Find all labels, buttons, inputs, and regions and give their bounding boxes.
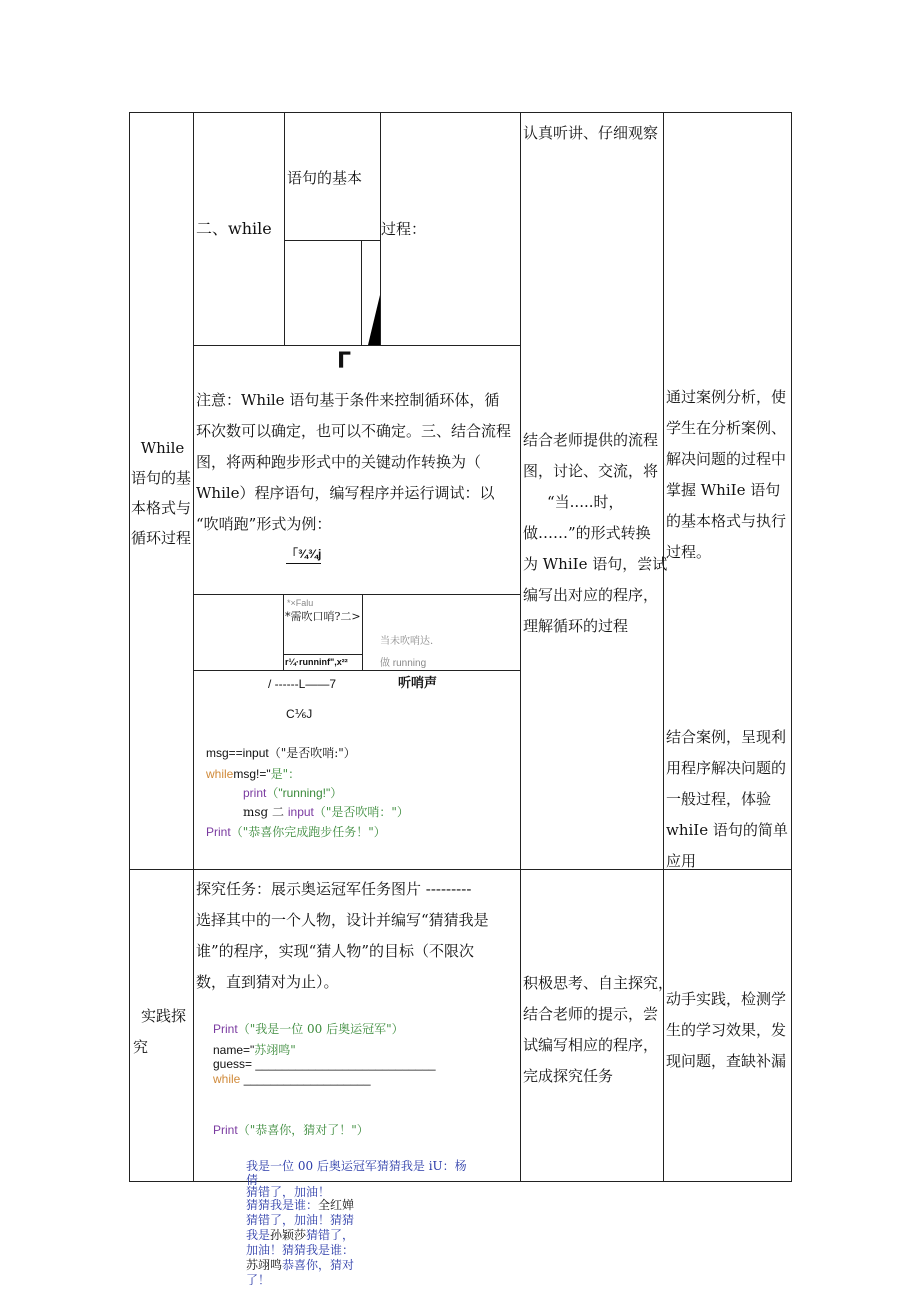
intent-line: 解决问题的过程中: [666, 450, 787, 468]
label-line: 实践探: [141, 1007, 187, 1025]
label-line: 循环过程: [131, 529, 192, 547]
label-line: While: [140, 439, 185, 457]
intent-line: 用程序解决问题的: [666, 759, 787, 777]
intent-line: 一般过程，体验: [666, 790, 772, 808]
intent-line: 学生在分析案例、: [666, 419, 787, 437]
code2-line-3: guess= ___________________________: [213, 1057, 436, 1071]
intent-line: 掌握 WhiIe 语句: [666, 481, 781, 499]
intent-line: 结合案例，呈现利: [666, 728, 787, 746]
code2-line-1: [213, 1020, 404, 1037]
flow-right-top: 当未吹哨达.: [380, 636, 434, 647]
note-paragraph: [196, 385, 511, 540]
code-string: （"running!"）: [266, 786, 343, 800]
output-line: [246, 1228, 467, 1243]
label-line: 究: [133, 1038, 149, 1056]
intent-line: 的基本格式与执行: [666, 512, 787, 530]
section-label-practice: [133, 1001, 186, 1063]
output-line: 了！: [246, 1273, 271, 1287]
col-divider-1: [193, 112, 194, 1182]
output-token: 孙颖莎: [270, 1228, 307, 1242]
note-line: While）程序语句，编写程序并运行调试：以: [196, 484, 495, 502]
code-line-4: [243, 803, 409, 820]
intent-line: 生的学习效果，发: [666, 1021, 787, 1039]
student-line: 结合老师的提示，尝: [523, 1005, 659, 1023]
flowchart-wedge-shape: [368, 295, 382, 347]
code2-line-5: [213, 1121, 369, 1138]
code-string: 苏翊鸣": [254, 1043, 296, 1057]
code-string: （"恭喜你，猜对了！"）: [237, 1123, 369, 1137]
output-token: 恭喜你，猜对: [282, 1258, 355, 1272]
section-label-while: [131, 433, 194, 553]
code-string: （"恭喜你完成跑步任务！"）: [230, 825, 386, 839]
inner-hline-b: [193, 345, 520, 346]
note-line: “吹哨跑”形式为例：: [196, 515, 332, 533]
intent2-body: [666, 984, 786, 1077]
program-output: [246, 1159, 467, 1288]
table-border-left: [129, 112, 130, 1182]
label-line: 本格式与: [131, 499, 192, 517]
output-line: [246, 1258, 467, 1273]
flow-vline-left: [283, 594, 284, 670]
task-line: 谁”的程序，实现“猜人物”的目标（不限次: [196, 942, 475, 960]
student-line: 积极思考、自主探究，: [523, 974, 674, 992]
note-line: 环次数可以确定，也可以不确定。三、结合流程: [196, 422, 512, 440]
student-line: 理解循环的过程: [523, 617, 629, 635]
intent-line: 动手实践，检测学: [666, 990, 787, 1008]
code-token: msg 二: [243, 805, 288, 819]
code2-line-4: [213, 1072, 371, 1086]
output-token: 猜猜我是谁：: [246, 1198, 319, 1212]
output-token: 苏翊鸣: [246, 1258, 283, 1272]
student-line: 结合老师提供的流程: [523, 431, 659, 449]
inner-hline-a: [284, 240, 380, 241]
student-line: 试编写相应的程序，: [523, 1036, 659, 1054]
code-string: 是"：: [270, 767, 301, 781]
code-line-2: [206, 765, 300, 782]
intent-p1: [666, 382, 786, 568]
code-line-3: [243, 784, 342, 801]
intent-line: 过程。: [666, 543, 712, 561]
code-line-5: [206, 823, 386, 840]
flow-false-label: *×Falu: [287, 598, 314, 608]
student-line: 完成探究任务: [523, 1067, 614, 1085]
student-line: 做……”的形式转换: [523, 524, 651, 542]
label-line: 语句的基: [131, 469, 192, 487]
student-line: 编写出对应的程序，: [523, 586, 659, 604]
code-token: msg==input: [206, 746, 269, 760]
flow-right-bottom: 做 running: [380, 658, 427, 669]
code-keyword: print: [243, 786, 267, 800]
student-line: “当.....时，: [547, 493, 624, 511]
note-line: 图，将两种跑步形式中的关键动作转换为（: [196, 453, 482, 471]
table-border-top: [129, 112, 792, 113]
code2-line-2: [213, 1041, 296, 1058]
inner-vline-a: [284, 112, 285, 345]
output-line: [246, 1198, 467, 1213]
inner-hline-d: [193, 670, 520, 671]
flow-question: *需吹口哨?二>: [285, 610, 361, 623]
output-line: 倩: [246, 1173, 259, 1187]
task-paragraph: [196, 874, 489, 998]
code-token: name=": [213, 1043, 255, 1057]
intent-line: 通过案例分析，使: [666, 388, 787, 406]
student-line: 图，讨论、交流，将: [523, 462, 659, 480]
student-top: 认真听讲、仔细观察: [523, 124, 659, 142]
note-line: 注意：While 语句基于条件来控制循环体，循: [196, 391, 500, 409]
flow-bottom-line: / ------L——7: [268, 677, 336, 691]
code-token: （"是否吹哨:"）: [268, 746, 356, 760]
flow-vline-right: [362, 594, 363, 670]
task-line: 数，直到猜对为止）。: [196, 973, 339, 991]
inner-hline-c: [193, 594, 520, 595]
code-keyword: Print: [206, 825, 231, 839]
code-line-1: [206, 744, 356, 761]
table-border-right: [791, 112, 792, 1182]
task-line: 选择其中的一个人物，设计并编写“猜猜我是: [196, 911, 489, 929]
code-token: ___________________: [240, 1072, 371, 1086]
output-line: 我是一位 00 后奥运冠军猜猜我是 iU：杨: [246, 1159, 467, 1173]
code-token: msg!=": [233, 767, 271, 781]
flow-bottom-label: 听哨声: [398, 676, 438, 691]
heading-suffix: 过程：: [381, 220, 427, 238]
code-keyword: Print: [213, 1123, 238, 1137]
code-keyword: while: [213, 1072, 241, 1086]
flow-end-label: C⅙J: [286, 707, 313, 721]
intent-p2: [666, 722, 788, 877]
output-line: 猜错了，加油！猜猜: [246, 1213, 355, 1227]
output-line: 猜错了，加油！: [246, 1185, 331, 1199]
flow-running-label: r¼·runninf",x²²: [285, 657, 348, 667]
task-line: 探究任务：展示奥运冠军任务图片 ---------: [196, 880, 472, 898]
heading-prefix: 二、while: [196, 219, 272, 238]
output-line: 加油！猜猜我是谁：: [246, 1243, 355, 1257]
small-marker: 「¾¾j: [286, 545, 321, 564]
flow-hline: [284, 654, 362, 655]
student-line: 为 WhiIe 语句，尝试: [523, 555, 668, 573]
code-keyword: while: [206, 767, 234, 781]
code-string: （"是否吹哨："）: [313, 805, 409, 819]
code-keyword: Print: [213, 1022, 238, 1036]
bracket-glyph: Γ: [337, 349, 352, 374]
code-keyword: input: [287, 805, 314, 819]
output-token: 全红婵: [318, 1198, 355, 1212]
intent-line: 应用: [666, 852, 697, 870]
output-token: 我是: [246, 1228, 271, 1242]
intent-line: 现问题，查缺补漏: [666, 1052, 787, 1070]
intent-line: whiIe 语句的简单: [666, 821, 788, 839]
student-body: [523, 425, 667, 642]
output-token: 猜错了，: [306, 1228, 355, 1242]
heading-mid: 语句的基本: [287, 169, 363, 187]
inner-vline-c: [361, 240, 362, 345]
code-string: （"我是一位 00 后奥运冠军"）: [237, 1022, 404, 1036]
student2-body: [523, 968, 673, 1092]
col-divider-2: [520, 112, 521, 1182]
